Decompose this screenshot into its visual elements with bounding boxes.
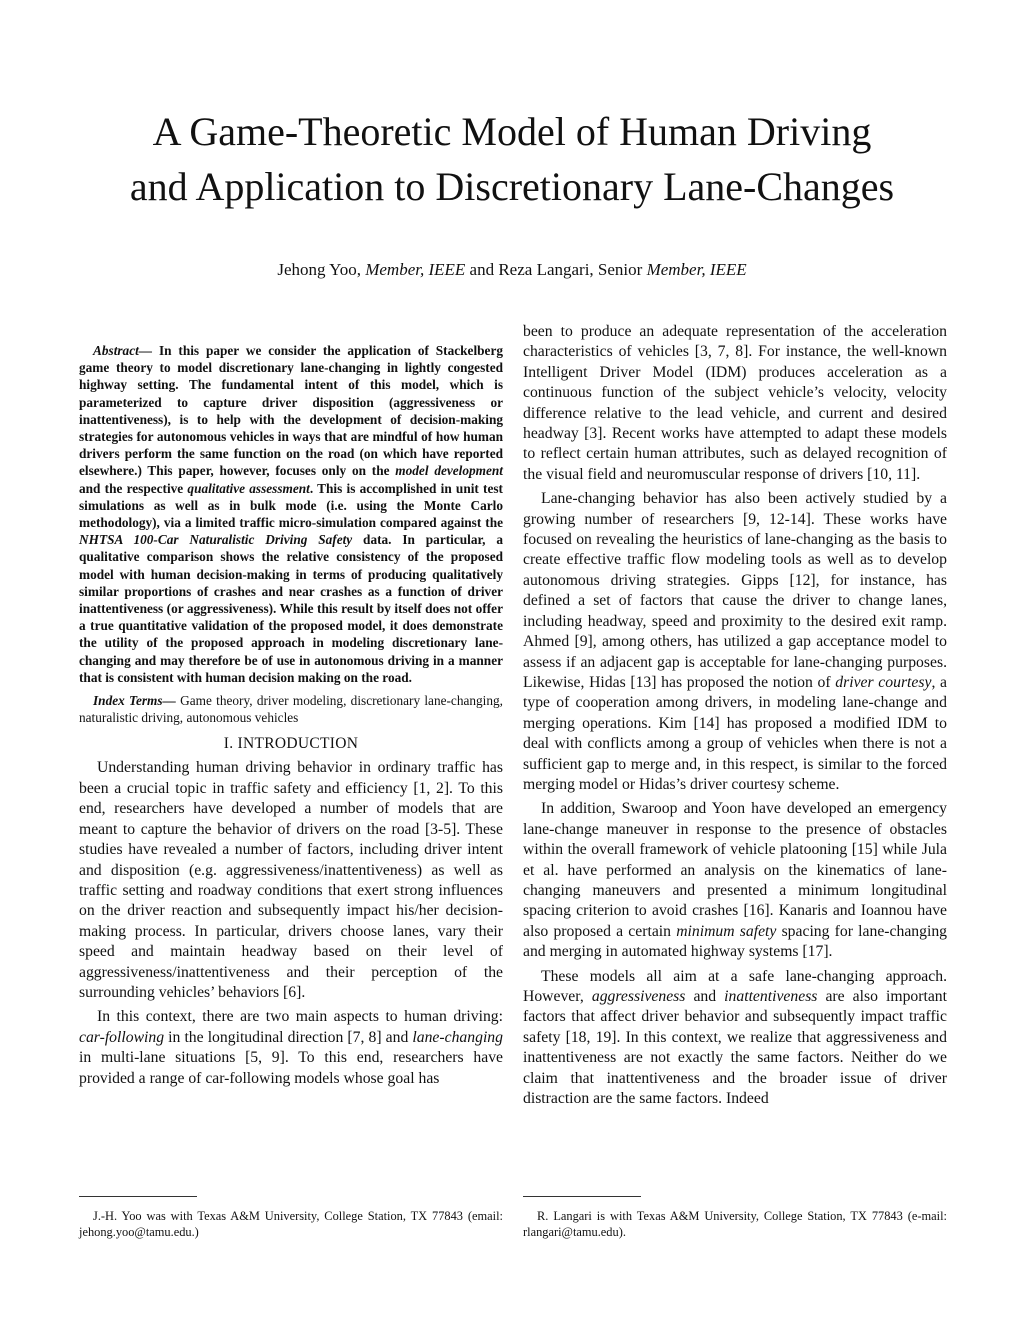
right-p3-text-b: spacing for lane-changing and merging in automated highway systems [17]. (523, 922, 948, 961)
right-p4-text-a: These models all aim at a safe lane-changing approach. However, (523, 967, 947, 1005)
index-terms (79, 692, 503, 726)
right-p4-text-b: and (685, 988, 725, 1005)
abstract-text-4: data. In particular, a qualitative comparison shows the relative consistency of the proposed model with human decision-making in terms of producing qualitatively similar proportions of crashes and near crashes as a function of driver inattentiveness (or aggressiveness). While this result by itself does not offer a true quantitative validation of the proposed model, it does demonstrate the utility of the proposed approach in modeling discretionary lane-changing and may therefore be of use in autonomous driving in a manner that is consistent with human decision making on the road. (79, 532, 504, 685)
author-joiner: and Reza Langari, Senior (469, 260, 643, 279)
intro-paragraph-2 (79, 1007, 503, 1089)
abstract-label: Abstract— (93, 343, 153, 358)
right-p2-text-a: Lane-changing behavior has also been actively studied by a growing number of researchers [9, 12-14]. These works have focused on revealing the heuristics of lane-changing as the basis to create effective traffic flow modeling tools as well as to develop autonomous driving strategies. Gipps [12], for instance, has defined a set of factors that cause the driver to change lanes, including headway, speed and proximity to the desired exit ramp. Ahmed [9], among others, has utilized a gap acceptance model to assess if an adjacent gap is acceptable for lane-changing purposes. Likewise, Hidas [13] has proposed the notion of (523, 490, 947, 691)
right-p4-emphasis-2: inattentiveness (724, 988, 818, 1005)
title-line-2: and Application to Discretionary Lane-Changes (129, 164, 895, 209)
right-paragraph-1: been to produce an adequate representation of the acceleration characteristics of vehicles [3, 7, 8]. For instance, the well-known Intelligent Driver Model (IDM) produces acceleration as a continuous function of the subject vehicle’s velocity, velocity difference relative to the lead vehicle, and current and desired headway [3]. Recent works have attempted to adapt these models to reflect certain human attributes, such as delayed recognition of the visual field and neuromuscular response of drivers [10, 11]. (523, 323, 947, 483)
title-line-1: A Game-Theoretic Model of Human Driving (152, 109, 872, 154)
intro-p2-text-a: In this context, there are two main aspects to human driving: (97, 1008, 503, 1026)
index-terms-label: Index Terms— (93, 693, 176, 709)
footnote-right: R. Langari is with Texas A&M University, College Station, TX 77843 (e-mail: rlangari@tamu.edu). (523, 1209, 947, 1239)
index-terms-text: Game theory, driver modeling, discretionary lane-changing, naturalistic driving, autonomous vehicles (79, 693, 503, 726)
author-line (0, 259, 1024, 281)
right-p3-text-a: In addition, Swaroop and Yoon have developed an emergency lane-change maneuver in response to the presence of obstacles within the overall framework of vehicle platooning [15] while Jula et al. have performed an analysis on the kinematics of lane-changing maneuvers and presented a minimum longitudinal spacing criterion to avoid crashes [16]. Kanaris and Ioannou have also proposed a certain (523, 800, 947, 940)
abstract-emphasis-2: qualitative assessment (187, 480, 310, 496)
right-p2-emphasis: driver courtesy (835, 673, 932, 691)
footnote-rule-left (79, 1196, 197, 1197)
intro-paragraph-1: Understanding human driving behavior in ordinary traffic has been a crucial topic in traffic safety and efficiency [1, 2]. To this end, researchers have developed a number of models that are meant to capture the behavior of drivers on the road [3-5]. These studies have revealed a number of factors, including driver intent and disposition (e.g. aggressiveness/inattentiveness) as well as traffic setting and roadway conditions that exert strong influences on the driver reaction and subsequently impact his/her decision-making process. In particular, drivers choose lanes, vary their speed and maintain headway based on their level of aggressiveness/inattentiveness and their perception of the surrounding vehicles’ behaviors [6]. (79, 759, 503, 1001)
right-p3-emphasis: minimum safety (676, 922, 777, 940)
intro-p2-emphasis-1: car-following (79, 1028, 165, 1046)
abstract-emphasis-1: model development (395, 463, 503, 479)
right-p2-text-b: , a type of cooperation among drivers, in modeling lane-change and merging operations. Kim [14] has proposed a modified IDM to deal with conflicts among a group of vehicles when there is not a sufficient gap to merge and, in this respect, is similar to the forced merging model or Hidas’s driver courtesy scheme. (523, 673, 947, 793)
section-heading-introduction: I. INTRODUCTION (223, 735, 359, 753)
intro-p2-text-c: in multi-lane situations [5, 9]. To this end, researchers have provided a range of car-following models whose goal has (79, 1049, 503, 1087)
paper-title (0, 104, 1024, 214)
right-p4-text-c: are also important factors that affect driver behavior and subsequently impact traffic safety [18, 19]. In this context, we realize that aggressiveness and inattentiveness are not exactly the same factors. Neither do we claim that inattentiveness and the broader issue of driver distraction are the same factors. Indeed (523, 988, 948, 1108)
abstract-emphasis-3: NHTSA 100-Car Naturalistic Driving Safety (79, 532, 353, 548)
right-p4-emphasis-1: aggressiveness (591, 988, 686, 1005)
footnote-rule-right (523, 1196, 641, 1197)
abstract-text-1: In this paper we consider the application of Stackelberg game theory to model discretionary lane-changing in lightly congested highway setting. The fundamental intent of this model, which is parameterized to capture driver disposition (aggressiveness or inattentiveness), is to help with the development of decision-making strategies for autonomous vehicles in ways that are mindful of how human drivers perform the same function on the road (on which have reported elsewhere.) This paper, however, focuses only on the (79, 343, 503, 479)
author-1-role: Member, IEEE (365, 260, 466, 279)
abstract-text-3: . This is accomplished in unit test simulations as well as in bulk mode (i.e. using the Monte Carlo methodology), via a limited traffic micro-simulation compared against the (79, 480, 503, 531)
right-paragraph-4 (523, 967, 947, 1110)
intro-p2-emphasis-2: lane-changing (412, 1028, 503, 1046)
abstract (79, 342, 503, 686)
right-paragraph-3 (523, 799, 947, 962)
left-column (79, 342, 503, 1089)
intro-p2-text-b: in the longitudinal direction [7, 8] and (164, 1028, 413, 1046)
right-paragraph-2 (523, 489, 947, 795)
abstract-text-2: and the respective (79, 480, 188, 496)
right-column (523, 322, 947, 1109)
footnote-left: J.-H. Yoo was with Texas A&M University, College Station, TX 77843 (email: jehong.yoo@tamu.edu.) (79, 1209, 503, 1239)
author-1-name: Jehong Yoo, (277, 260, 361, 279)
author-2-role: Member, IEEE (646, 260, 747, 279)
